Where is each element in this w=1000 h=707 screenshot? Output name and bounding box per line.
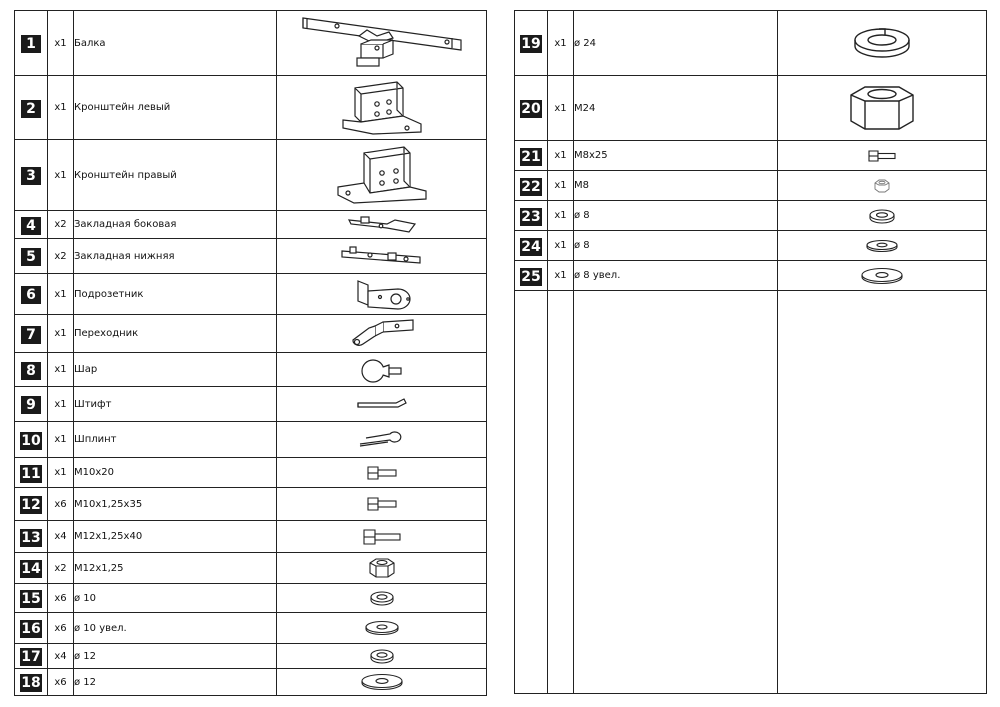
part-quantity: x1	[548, 171, 574, 201]
part-quantity: x1	[548, 231, 574, 261]
part-image-cell	[778, 171, 987, 201]
part-quantity: x1	[548, 11, 574, 76]
table-row	[515, 201, 987, 231]
cotter-pin-icon	[358, 430, 406, 450]
table-row	[15, 422, 487, 458]
flat-washer-icon	[364, 620, 400, 636]
right-bracket-icon	[334, 143, 430, 207]
part-name: M10x20	[74, 458, 277, 488]
part-number-cell	[15, 553, 48, 584]
empty-row	[515, 291, 987, 694]
adapter-icon	[347, 318, 417, 350]
part-number-cell	[15, 274, 48, 315]
part-number: 5	[21, 248, 41, 266]
part-number: 10	[21, 432, 41, 449]
part-quantity: x1	[548, 76, 574, 141]
part-name: ø 8	[574, 231, 778, 261]
part-image-cell	[277, 11, 487, 76]
part-number: 18	[21, 675, 41, 691]
part-name: M8x25	[574, 141, 778, 171]
nut-icon	[873, 179, 891, 193]
part-image-cell	[277, 353, 487, 387]
part-number-cell	[515, 141, 548, 171]
part-number: 7	[21, 326, 41, 344]
part-number-cell	[515, 76, 548, 141]
part-name: ø 10 увел.	[74, 613, 277, 644]
table-row	[15, 488, 487, 521]
part-quantity: x1	[48, 11, 74, 76]
flat-washer-icon	[360, 673, 404, 691]
part-number-cell	[15, 353, 48, 387]
part-number: 21	[521, 148, 541, 165]
part-name: M8	[574, 171, 778, 201]
spring-washer-icon	[851, 26, 913, 60]
table-row	[15, 11, 487, 76]
part-number-cell	[515, 11, 548, 76]
part-number-cell	[15, 239, 48, 274]
part-number: 24	[521, 238, 541, 255]
table-row	[15, 76, 487, 140]
part-image-cell	[277, 274, 487, 315]
part-image-cell	[277, 211, 487, 239]
parts-table-right	[514, 10, 987, 694]
part-image-cell	[277, 239, 487, 274]
part-image-cell	[277, 315, 487, 353]
table-row	[515, 141, 987, 171]
part-number: 1	[21, 35, 41, 53]
part-number-cell	[15, 140, 48, 211]
part-number-cell	[15, 211, 48, 239]
part-quantity: x1	[48, 387, 74, 422]
spring-washer-icon	[368, 648, 396, 664]
part-quantity: x2	[48, 239, 74, 274]
part-number-cell	[15, 584, 48, 613]
tow-beam-icon	[297, 14, 467, 72]
part-number-cell	[15, 315, 48, 353]
table-row	[15, 521, 487, 553]
part-number-cell	[15, 669, 48, 696]
part-quantity: x4	[48, 521, 74, 553]
part-number-cell	[515, 201, 548, 231]
part-name: Подрозетник	[74, 274, 277, 315]
tow-ball-icon	[359, 355, 405, 385]
part-image-cell	[277, 669, 487, 696]
part-quantity: x6	[48, 669, 74, 696]
table-row	[515, 171, 987, 201]
table-row	[15, 387, 487, 422]
table-row	[15, 644, 487, 669]
part-image-cell	[778, 11, 987, 76]
part-number-cell	[15, 488, 48, 521]
part-name: ø 12	[74, 669, 277, 696]
part-number-cell	[15, 644, 48, 669]
part-image-cell	[277, 521, 487, 553]
part-number: 8	[21, 362, 41, 380]
table-row	[15, 239, 487, 274]
part-number: 9	[21, 396, 41, 414]
part-image-cell	[277, 387, 487, 422]
part-name: Кронштейн левый	[74, 76, 277, 140]
part-number-cell	[515, 261, 548, 291]
part-image-cell	[277, 584, 487, 613]
part-name: ø 8 увел.	[574, 261, 778, 291]
table-row	[15, 613, 487, 644]
spring-washer-icon	[867, 208, 897, 224]
bolt-icon	[366, 496, 398, 512]
part-name: M12x1,25	[74, 553, 277, 584]
part-number: 20	[521, 101, 541, 117]
part-quantity: x1	[548, 201, 574, 231]
part-number: 23	[521, 208, 541, 225]
part-number-cell	[15, 521, 48, 553]
part-name: Шар	[74, 353, 277, 387]
part-number: 3	[21, 167, 41, 185]
part-number: 6	[21, 286, 41, 304]
bolt-icon	[366, 465, 398, 481]
table-row	[515, 231, 987, 261]
table-row	[15, 274, 487, 315]
part-number: 19	[521, 36, 541, 52]
part-image-cell	[778, 201, 987, 231]
flat-washer-icon	[865, 239, 899, 253]
part-name: ø 8	[574, 201, 778, 231]
part-quantity: x1	[548, 141, 574, 171]
part-image-cell	[277, 458, 487, 488]
part-name: Кронштейн правый	[74, 140, 277, 211]
part-number: 17	[21, 649, 41, 665]
part-image-cell	[277, 76, 487, 140]
part-quantity: x6	[48, 613, 74, 644]
parts-table-left	[14, 10, 487, 696]
part-number-cell	[15, 422, 48, 458]
table-row	[15, 553, 487, 584]
part-number: 15	[21, 591, 41, 607]
table-row	[515, 261, 987, 291]
socket-bracket-icon	[350, 277, 414, 311]
part-quantity: x1	[48, 140, 74, 211]
part-image-cell	[277, 553, 487, 584]
part-number-cell	[515, 231, 548, 261]
part-quantity: x1	[48, 353, 74, 387]
part-name: ø 10	[74, 584, 277, 613]
part-number: 4	[21, 217, 41, 235]
part-name: Балка	[74, 11, 277, 76]
table-row	[15, 584, 487, 613]
part-image-cell	[778, 76, 987, 141]
bolt-icon	[362, 528, 402, 546]
part-name: ø 12	[74, 644, 277, 669]
part-name: M24	[574, 76, 778, 141]
spring-washer-icon	[368, 590, 396, 606]
part-quantity: x1	[48, 315, 74, 353]
table-row	[15, 353, 487, 387]
part-number-cell	[15, 458, 48, 488]
part-image-cell	[778, 261, 987, 291]
part-name: Штифт	[74, 387, 277, 422]
part-number-cell	[15, 11, 48, 76]
nut-icon	[366, 557, 398, 579]
part-quantity: x1	[548, 261, 574, 291]
part-quantity: x1	[48, 458, 74, 488]
part-name: Закладная боковая	[74, 211, 277, 239]
part-number: 12	[21, 497, 41, 513]
table-row	[515, 11, 987, 76]
part-number: 11	[21, 465, 41, 482]
bolt-icon	[867, 149, 897, 163]
pin-icon	[354, 395, 410, 413]
part-name: M10x1,25x35	[74, 488, 277, 521]
table-row	[15, 140, 487, 211]
part-name: ø 24	[574, 11, 778, 76]
part-quantity: x1	[48, 274, 74, 315]
part-name: M12x1,25x40	[74, 521, 277, 553]
part-quantity: x4	[48, 644, 74, 669]
part-number-cell	[515, 171, 548, 201]
part-number-cell	[15, 613, 48, 644]
part-number: 22	[521, 178, 541, 195]
part-name: Шплинт	[74, 422, 277, 458]
table-row	[15, 458, 487, 488]
part-image-cell	[277, 644, 487, 669]
table-row	[515, 76, 987, 141]
table-row	[15, 669, 487, 696]
part-quantity: x6	[48, 584, 74, 613]
part-image-cell	[277, 613, 487, 644]
part-name: Переходник	[74, 315, 277, 353]
left-bracket-icon	[337, 80, 427, 136]
part-quantity: x1	[48, 422, 74, 458]
part-image-cell	[778, 231, 987, 261]
part-quantity: x2	[48, 553, 74, 584]
part-number-cell	[15, 387, 48, 422]
part-number: 14	[21, 561, 41, 577]
side-plate-icon	[347, 214, 417, 236]
part-number: 25	[521, 268, 541, 285]
table-row	[15, 211, 487, 239]
part-number: 16	[21, 621, 41, 637]
bottom-plate-icon	[340, 243, 424, 269]
table-row	[15, 315, 487, 353]
nut-icon	[847, 83, 917, 133]
part-image-cell	[778, 141, 987, 171]
part-image-cell	[277, 422, 487, 458]
part-image-cell	[277, 488, 487, 521]
part-quantity: x2	[48, 211, 74, 239]
flat-washer-icon	[860, 267, 904, 285]
part-number: 13	[21, 529, 41, 546]
part-number: 2	[21, 100, 41, 118]
part-quantity: x6	[48, 488, 74, 521]
part-number-cell	[15, 76, 48, 140]
part-image-cell	[277, 140, 487, 211]
part-quantity: x1	[48, 76, 74, 140]
part-name: Закладная нижняя	[74, 239, 277, 274]
